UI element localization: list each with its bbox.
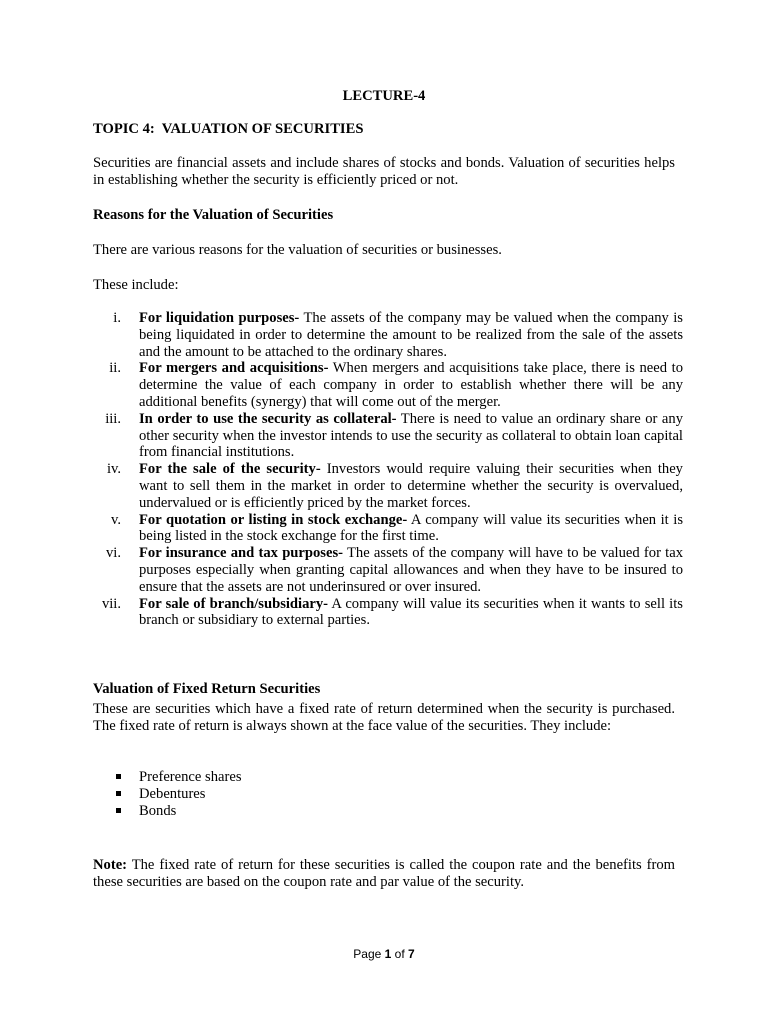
list-item [93, 545, 683, 595]
square-bullet-icon [116, 808, 121, 813]
page-footer [0, 946, 768, 963]
list-numeral: ii. [109, 360, 121, 377]
note-label: Note: [93, 857, 128, 873]
list-item [93, 512, 683, 546]
list-numeral: v. [111, 511, 121, 528]
list-item-text: A company will value its securities when it is being listed in the stock exchange for the first time. [139, 511, 683, 545]
list-item-text: A company will value its securities when it wants to sell its branch or subsidiary to external parties. [139, 595, 683, 629]
list-item [93, 310, 683, 360]
list-item-label: For insurance and tax purposes- [139, 545, 344, 562]
these-include-text: These include: [93, 277, 179, 293]
list-item-text: Debentures [139, 786, 206, 803]
fixed-return-paragraph: These are securities which have a fixed rate of return determined when the security is purchased. The fixed rate of return is always shown at the face value of the securities. They include: [93, 701, 675, 734]
list-numeral: iv. [106, 461, 121, 478]
list-item-text: The assets of the company will have to be valued for tax purposes especially when granting capital allowances and when they have to be insured to ensure that the assets are not underinsured or over insured. [139, 545, 683, 595]
reasons-list [93, 310, 683, 629]
list-item-label: For mergers and acquisitions- [139, 360, 329, 377]
list-item-label: For liquidation purposes- [139, 310, 300, 326]
list-item [93, 596, 683, 630]
page-number: 1 [384, 947, 392, 961]
list-item-text: When mergers and acquisitions take place, there is need to determine the value of each company in order to establish whether there will be any additional benefits (synergy) that will come out of the merger. [139, 360, 683, 410]
note-paragraph [93, 857, 675, 891]
lecture-title: LECTURE-4 [342, 88, 426, 104]
list-item-text: Bonds [139, 803, 177, 820]
fixed-return-heading: Valuation of Fixed Return Securities [93, 681, 321, 697]
square-bullet-icon [116, 791, 121, 796]
list-item [93, 769, 242, 786]
square-bullet-icon [116, 774, 121, 779]
reasons-heading: Reasons for the Valuation of Securities [93, 207, 334, 223]
reasons-intro: There are various reasons for the valuation of securities or businesses. [93, 242, 502, 258]
list-item-label: For the sale of the security- [139, 461, 321, 478]
list-numeral: vi. [106, 545, 121, 562]
list-item-text: The assets of the company may be valued when the company is being liquidated in order to determine the amount to be realized from the sale of the assets and the amount to be attached to the ordinary shares. [139, 310, 683, 360]
note-text: The fixed rate of return for these securities is called the coupon rate and the benefits from these securities are based on the coupon rate and par value of the security. [93, 857, 675, 890]
list-numeral: iii. [105, 410, 121, 427]
list-item [93, 360, 683, 410]
list-item-text: There is need to value an ordinary share or any other security when the investor intends to use the security as collateral to obtain loan capital from financial institutions. [139, 410, 684, 461]
list-item [93, 411, 683, 461]
intro-paragraph: Securities are financial assets and include shares of stocks and bonds. Valuation of securities helps in establishing whether the security is efficiently priced or not. [93, 155, 675, 188]
list-item-label: In order to use the security as collateral- [139, 410, 397, 427]
list-item [93, 461, 683, 511]
topic-title: TOPIC 4: VALUATION OF SECURITIES [93, 121, 364, 137]
list-numeral: i. [113, 310, 121, 326]
list-numeral: vii. [101, 595, 121, 612]
list-item-text: Investors would require valuing their securities when they want to sell them in the market in order to determine whether the security is overvalued, undervalued or is efficiently priced by the market forces. [139, 461, 683, 511]
page-total: 7 [408, 947, 415, 961]
page-word: Page [353, 947, 382, 961]
list-item-label: For sale of branch/subsidiary- [139, 595, 329, 612]
list-item [93, 803, 242, 820]
fixed-return-list [93, 769, 242, 821]
list-item [93, 786, 242, 803]
of-word: of [394, 947, 405, 961]
list-item-label: For quotation or listing in stock exchange- [139, 511, 408, 528]
list-item-text: Preference shares [139, 769, 242, 785]
